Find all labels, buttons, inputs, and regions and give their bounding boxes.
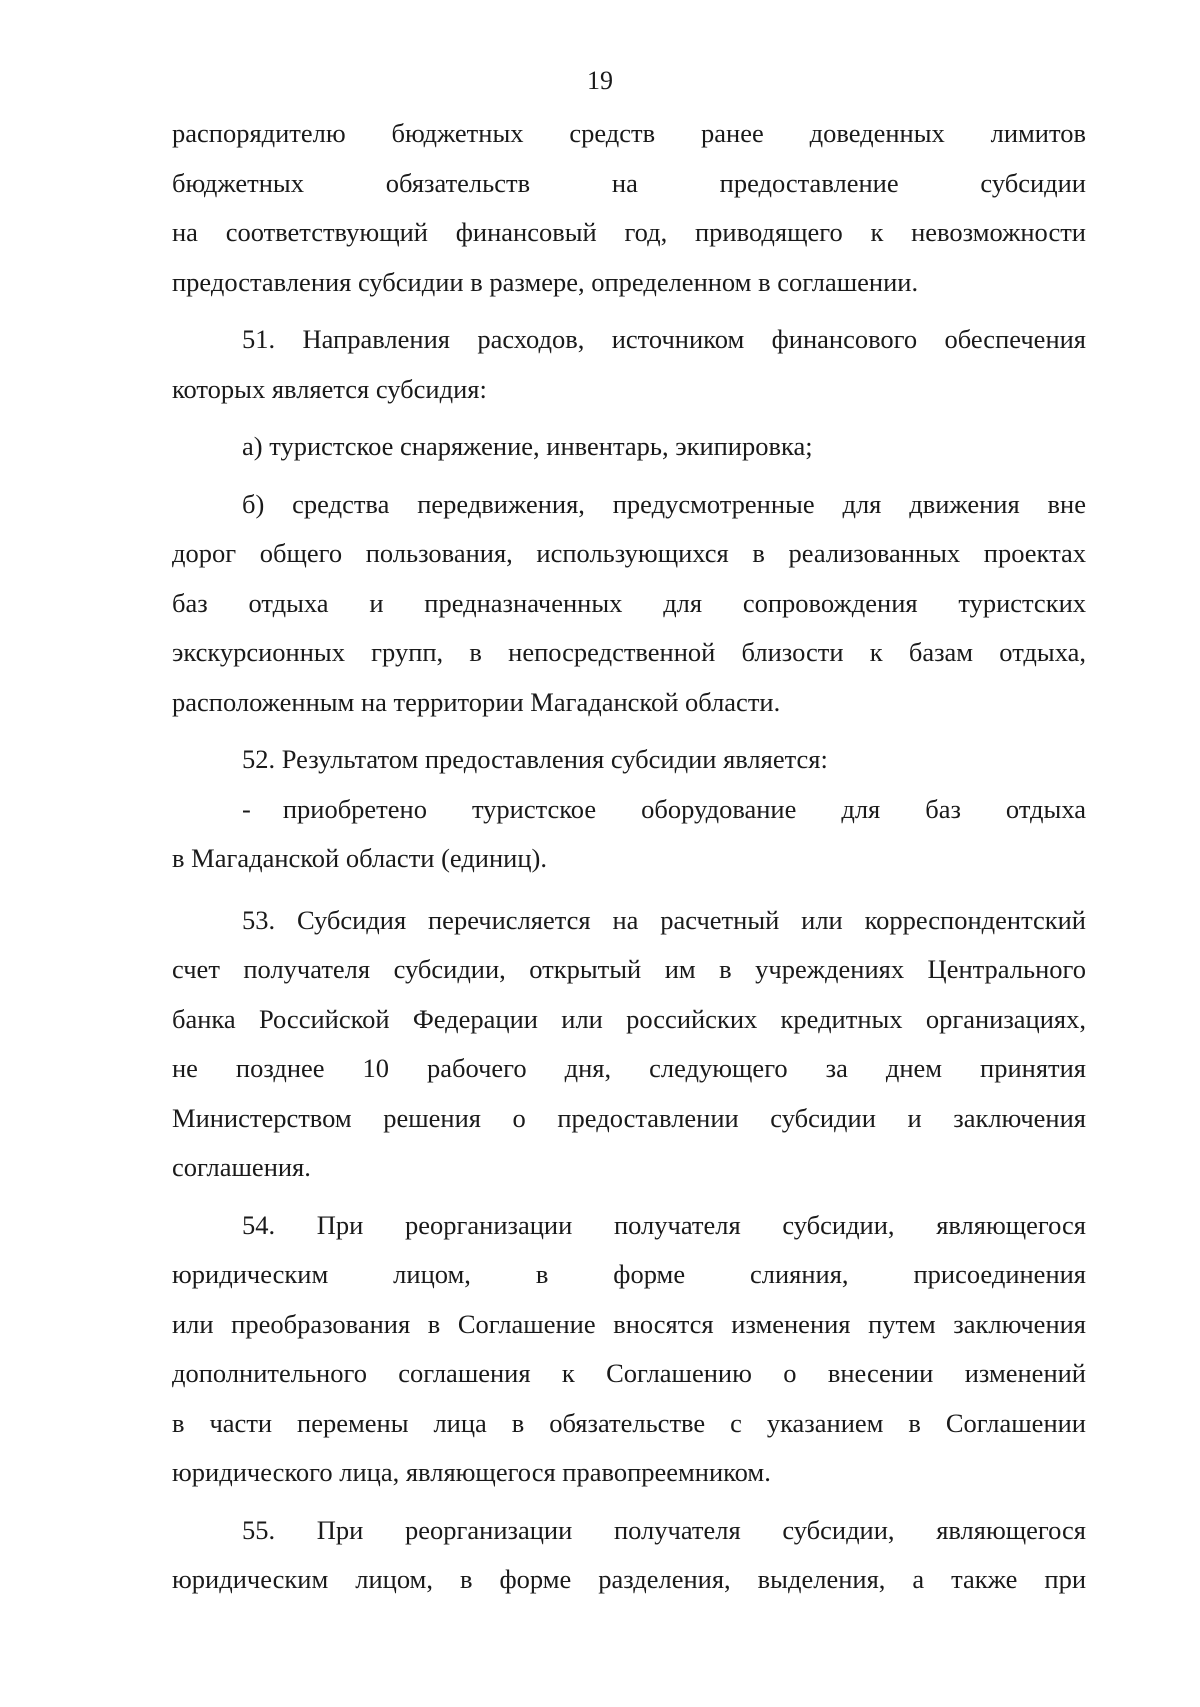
text-line: счет получателя субсидии, открытый им в учреждениях Центрального (172, 954, 1086, 984)
text-line: распорядителю бюджетных средств ранее доведенных лимитов (172, 118, 1086, 148)
text-line: соглашения. (172, 1152, 311, 1182)
text-line: в Магаданской области (единиц). (172, 843, 547, 873)
text-line: баз отдыха и предназначенных для сопровождения туристских (172, 587, 1086, 618)
paragraph-52-line: 52. Результатом предоставления субсидии является: (242, 744, 828, 774)
text-line: расположенным на территории Магаданской области. (172, 686, 781, 717)
text-line: экскурсионных групп, в непосредственной близости к базам отдыха, (172, 637, 1086, 667)
list-item-b-line: б) средства передвижения, предусмотренные для движения вне (242, 488, 1086, 519)
list-dash: - (242, 793, 251, 824)
text-line: дополнительного соглашения к Соглашению о внесении изменений (172, 1358, 1086, 1388)
paragraph-54-line: 54. При реорганизации получателя субсидии, являющегося (242, 1209, 1086, 1240)
paragraph-51-line: 51. Направления расходов, источником финансового обеспечения (242, 324, 1086, 354)
text-line: в части перемены лица в обязательстве с указанием в Соглашении (172, 1407, 1086, 1438)
text-line: бюджетных обязательств на предоставление субсидии (172, 167, 1086, 198)
text-line: юридическим лицом, в форме слияния, присоединения (172, 1259, 1086, 1289)
text-line: дорог общего пользования, использующихся в реализованных проектах (172, 538, 1086, 568)
list-item-a: а) туристское снаряжение, инвентарь, экипировка; (242, 431, 813, 461)
paragraph-53-line: 53. Субсидия перечисляется на расчетный или корреспондентский (242, 904, 1086, 935)
document-body (172, 109, 1086, 1605)
text-line: на соответствующий финансовый год, приводящего к невозможности (172, 217, 1086, 247)
result-item-text: приобретено туристское оборудование для баз отдыха (282, 793, 1086, 824)
text-line: юридическим лицом, в форме разделения, выделения, а также при (172, 1564, 1086, 1594)
text-line: юридического лица, являющегося правопреемником. (172, 1457, 771, 1487)
text-line: Министерством решения о предоставлении субсидии и заключения (172, 1102, 1086, 1133)
page-number: 19 (587, 66, 613, 95)
text-line: которых является субсидия: (172, 373, 487, 404)
text-line: не позднее 10 рабочего дня, следующего за днем принятия (172, 1053, 1086, 1083)
result-item-line (172, 785, 1086, 835)
text-line: банка Российской Федерации или российских кредитных организациях, (172, 1003, 1086, 1034)
text-line: предоставления субсидии в размере, определенном в соглашении. (172, 266, 919, 297)
paragraph-55-line: 55. При реорганизации получателя субсидии, являющегося (242, 1514, 1086, 1545)
text-line: или преобразования в Соглашение вносятся изменения путем заключения (172, 1308, 1086, 1339)
